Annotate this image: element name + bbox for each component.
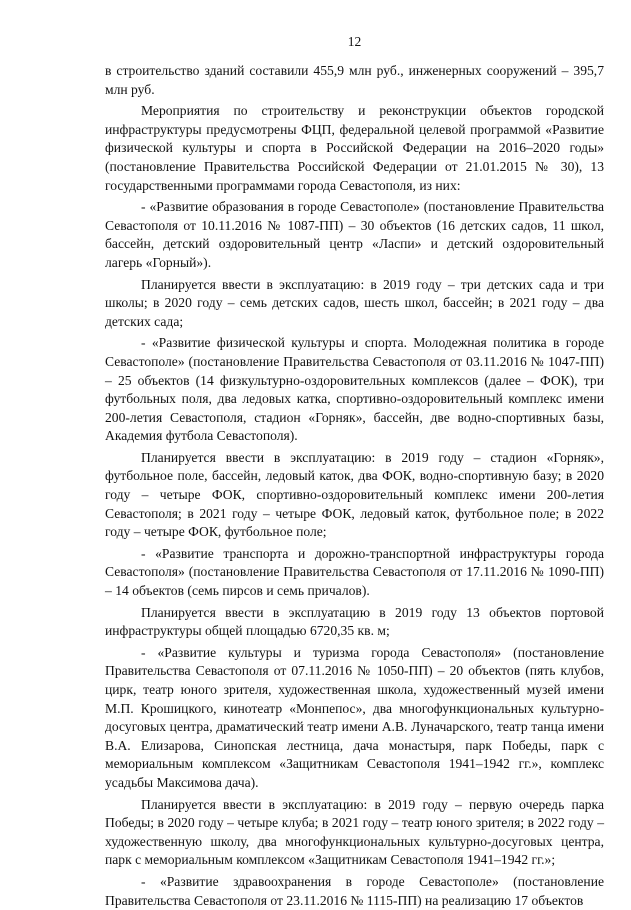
paragraph-education-program: - «Развитие образования в городе Севастополе» (постановление Правительства Севастополя от 10.11.2016 № 1087-ПП) – 30 объектов (16 детских садов, 11 школ, бассейн, детский оздоровительный центр «Ласпи» и детский оздоровительный лагерь «Горный»). <box>105 199 604 270</box>
page-number: 12 <box>347 34 362 49</box>
paragraph-transport-program: - «Развитие транспорта и дорожно-транспортной инфраструктуры города Севастополя» (постановление Правительства Севастополя от 17.11.2016 № 1090-ПП) – 14 объектов (семь пирсов и семь причалов). <box>105 545 604 599</box>
paragraph-sport-plan: Планируется ввести в эксплуатацию: в 2019 году – стадион «Горняк», футбольное поле, бассейн, ледовый каток, два ФОК, водно-спортивную базу; в 2020 году – четыре ФОК, спортивно-оздоровительный комплекс имени 200-летия Севастополя; в 2021 году – четыре ФОК, ледовый каток, футбольное поле; в 2022 году – четыре ФОК, футбольное поле; <box>105 449 604 540</box>
paragraph-education-plan: Планируется ввести в эксплуатацию: в 2019 году – три детских сада и три школы; в 2020 году – семь детских садов, шесть школ, бассейн; в 2021 году – два детских сада; <box>105 276 604 329</box>
paragraph-transport-plan: Планируется ввести в эксплуатацию в 2019 году 13 объектов портовой инфраструктуры общей площадью 6720,35 кв. м; <box>105 604 604 639</box>
paragraph-culture-program: - «Развитие культуры и туризма города Севастополя» (постановление Правительства Севастополя от 07.11.2016 № 1050-ПП) – 20 объектов (пять клубов, цирк, театр юного зрителя, художественная школа, художественный музей имени М.П. Крошицкого, кинотеатр «Монпепос», два многофункциональных культурно-досуговых центра, драматический театр имени А.В. Луначарского, театр танца имени В.А. Елизарова, Синопская лестница, дача монастыря, парк Победы, парк с мемориальным комплексом «Защитникам Севастополя 1941–1942 гг.», комплекс усадьбы Максимова дача). <box>105 644 604 790</box>
paragraph-health-program: - «Развитие здравоохранения в городе Севастополе» (постановление Правительства Севастополя от 23.11.2016 № 1115-ПП) на реализацию 17 объектов <box>105 873 604 908</box>
paragraph-infrastructure-intro: Мероприятия по строительству и реконструкции объектов городской инфраструктуры предусмотрены ФЦП, федеральной целевой программой «Развитие физической культуры и спорта в Российской Федерации на 2016–2020 годы» (постановление Правительства Российской Федерации от 21.01.2015 № 30), 13 государственными программами города Севастополя, из них: <box>105 103 604 193</box>
paragraph-sport-program: - «Развитие физической культуры и спорта. Молодежная политика в городе Севастополе» (постановление Правительства Севастополя от 03.11.2016 № 1047-ПП) – 25 объектов (14 физкультурно-оздоровительных комплексов (далее – ФОК), три футбольных поля, два ледовых катка, спортивно-оздоровительный комплекс имени 200-летия Севастополя, стадион «Горняк», бассейн, две водно-спортивных базы, Академия футбола Севастополя). <box>105 335 604 444</box>
paragraph-culture-plan: Планируется ввести в эксплуатацию: в 2019 году – первую очередь парка Победы; в 2020 году – четыре клуба; в 2021 году – театр юного зрителя; в 2022 году – художественную школу, два многофункциональных культурно-досуговых центра, парк с мемориальным комплексом «Защитникам Севастополя 1941–1942 гг.»; <box>105 796 604 868</box>
paragraph-continuation: в строительство зданий составили 455,9 млн руб., инженерных сооружений – 395,7 млн руб. <box>105 63 604 97</box>
